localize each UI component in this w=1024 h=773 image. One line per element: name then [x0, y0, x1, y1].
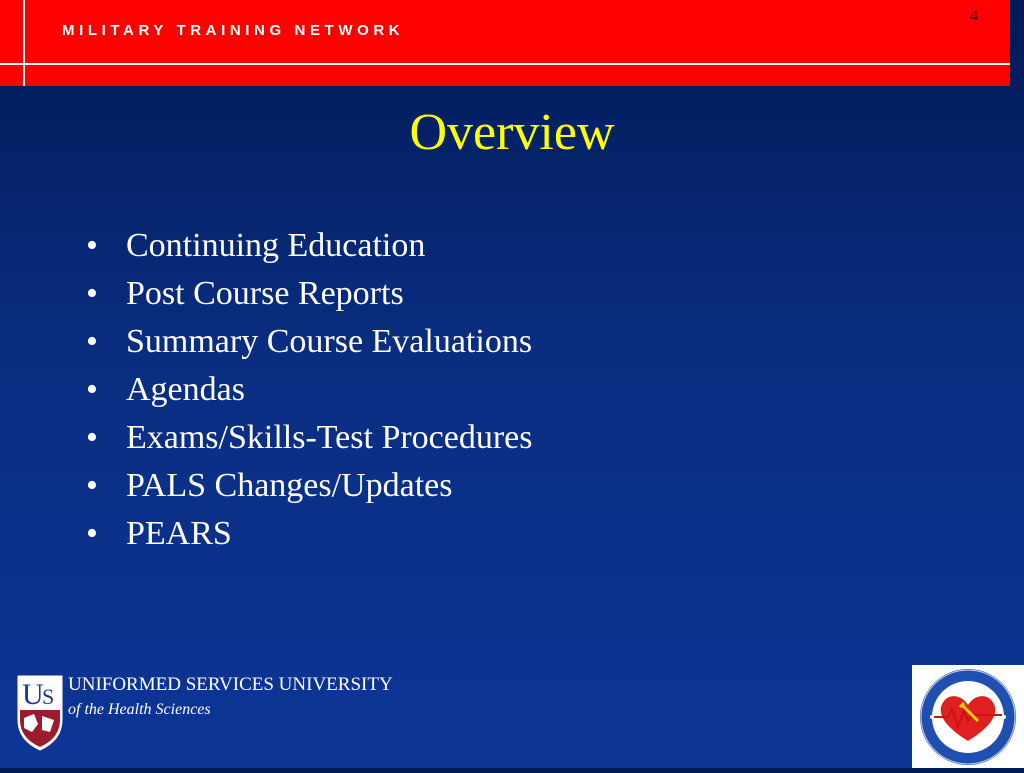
bullet-item	[86, 462, 533, 510]
university-name: UNIFORMED SERVICES UNIVERSITY	[68, 674, 393, 695]
bullet-text: PEARS	[126, 515, 232, 552]
heart-badge-icon	[912, 665, 1024, 768]
bullet-item	[86, 510, 533, 558]
usu-shield-icon	[16, 674, 64, 752]
svg-text:S: S	[42, 684, 55, 709]
header-divider-horizontal	[0, 63, 1010, 65]
slide-title: Overview	[409, 104, 615, 161]
bullet-list	[86, 222, 533, 558]
bullet-item	[86, 366, 533, 414]
header-bar	[0, 0, 1010, 86]
bullet-text: Exams/Skills-Test Procedures	[126, 419, 533, 456]
bullet-item	[86, 414, 533, 462]
bullet-icon: •	[86, 323, 98, 360]
bullet-item	[86, 270, 533, 318]
bullet-text: PALS Changes/Updates	[126, 467, 453, 504]
network-title: MILITARY TRAINING NETWORK	[62, 22, 405, 39]
bullet-item	[86, 222, 533, 270]
bullet-icon: •	[86, 419, 98, 456]
bullet-text: Agendas	[126, 371, 245, 408]
header-divider-vertical	[23, 0, 25, 86]
bullet-text: Summary Course Evaluations	[126, 323, 533, 360]
bullet-icon: •	[86, 467, 98, 504]
mtn-badge	[912, 665, 1024, 768]
bullet-icon: •	[86, 371, 98, 408]
usu-logo	[16, 674, 393, 754]
bullet-text: Continuing Education	[126, 227, 426, 264]
bullet-icon: •	[86, 515, 98, 552]
bullet-text: Post Course Reports	[126, 275, 404, 312]
bullet-icon: •	[86, 275, 98, 312]
svg-text:U: U	[22, 678, 44, 711]
bullet-icon: •	[86, 227, 98, 264]
university-subtitle: of the Health Sciences	[68, 701, 211, 718]
slide-number: 4	[970, 8, 978, 25]
bullet-item	[86, 318, 533, 366]
